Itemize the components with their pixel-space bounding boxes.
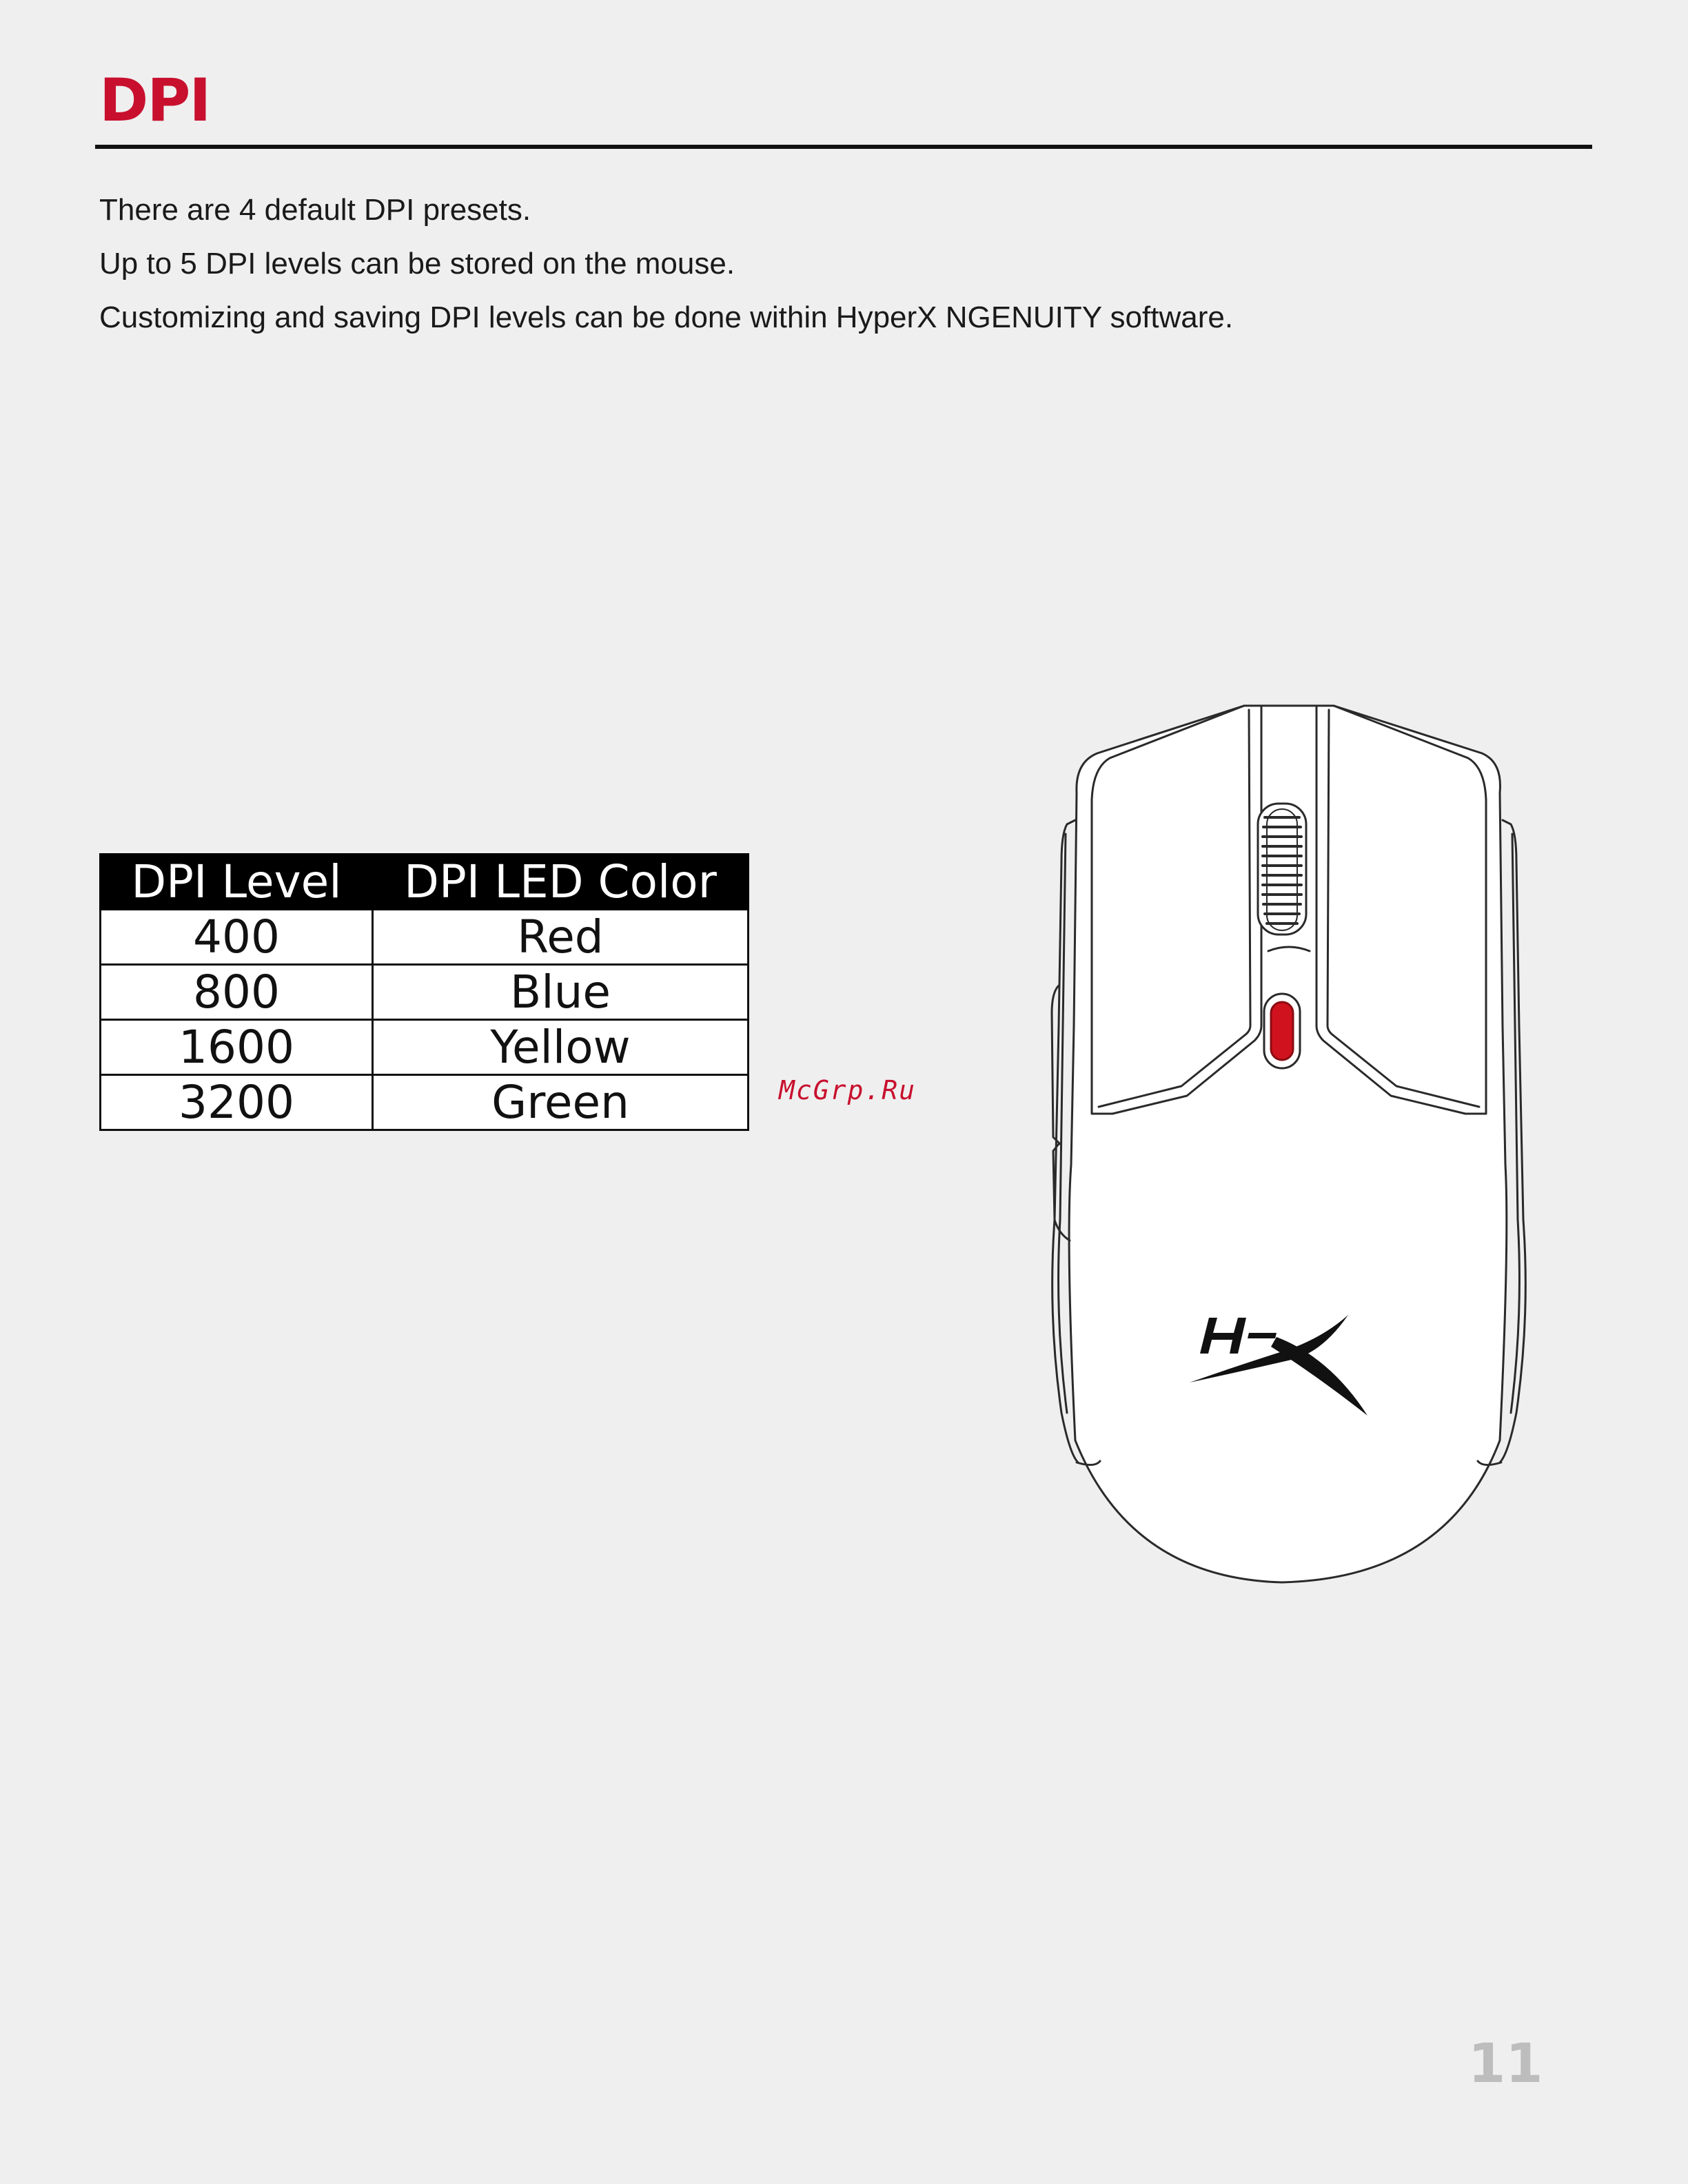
- page-title: DPI: [99, 66, 210, 135]
- dpi-led-button: [1264, 994, 1300, 1068]
- dpi-level-cell: 3200: [101, 1075, 373, 1130]
- page-number: 11: [1468, 2033, 1543, 2095]
- led-color-cell: Yellow: [373, 1020, 749, 1075]
- dpi-level-cell: 800: [101, 965, 373, 1020]
- led-color-cell: Green: [373, 1075, 749, 1130]
- scroll-wheel: [1258, 804, 1306, 935]
- table-row: [101, 965, 749, 1020]
- intro-line: There are 4 default DPI presets.: [99, 193, 531, 227]
- dpi-level-cell: 400: [101, 910, 373, 965]
- led-color-cell: Blue: [373, 965, 749, 1020]
- table-header-row: [101, 855, 749, 910]
- table-row: [101, 1075, 749, 1130]
- led-color-cell: Red: [373, 910, 749, 965]
- table-row: [101, 910, 749, 965]
- intro-text: [99, 183, 1233, 345]
- header-led-color: DPI LED Color: [373, 855, 749, 910]
- dpi-table: [99, 853, 749, 1131]
- intro-line: Up to 5 DPI levels can be stored on the mouse.: [99, 247, 735, 280]
- title-divider: [95, 145, 1592, 149]
- watermark: McGrp.Ru: [779, 1075, 917, 1105]
- table-row: [101, 1020, 749, 1075]
- mouse-illustration: [1034, 696, 1530, 1592]
- dpi-level-cell: 1600: [101, 1020, 373, 1075]
- intro-line: Customizing and saving DPI levels can be done within HyperX NGENUITY software.: [99, 300, 1234, 334]
- header-dpi-level: DPI Level: [101, 855, 373, 910]
